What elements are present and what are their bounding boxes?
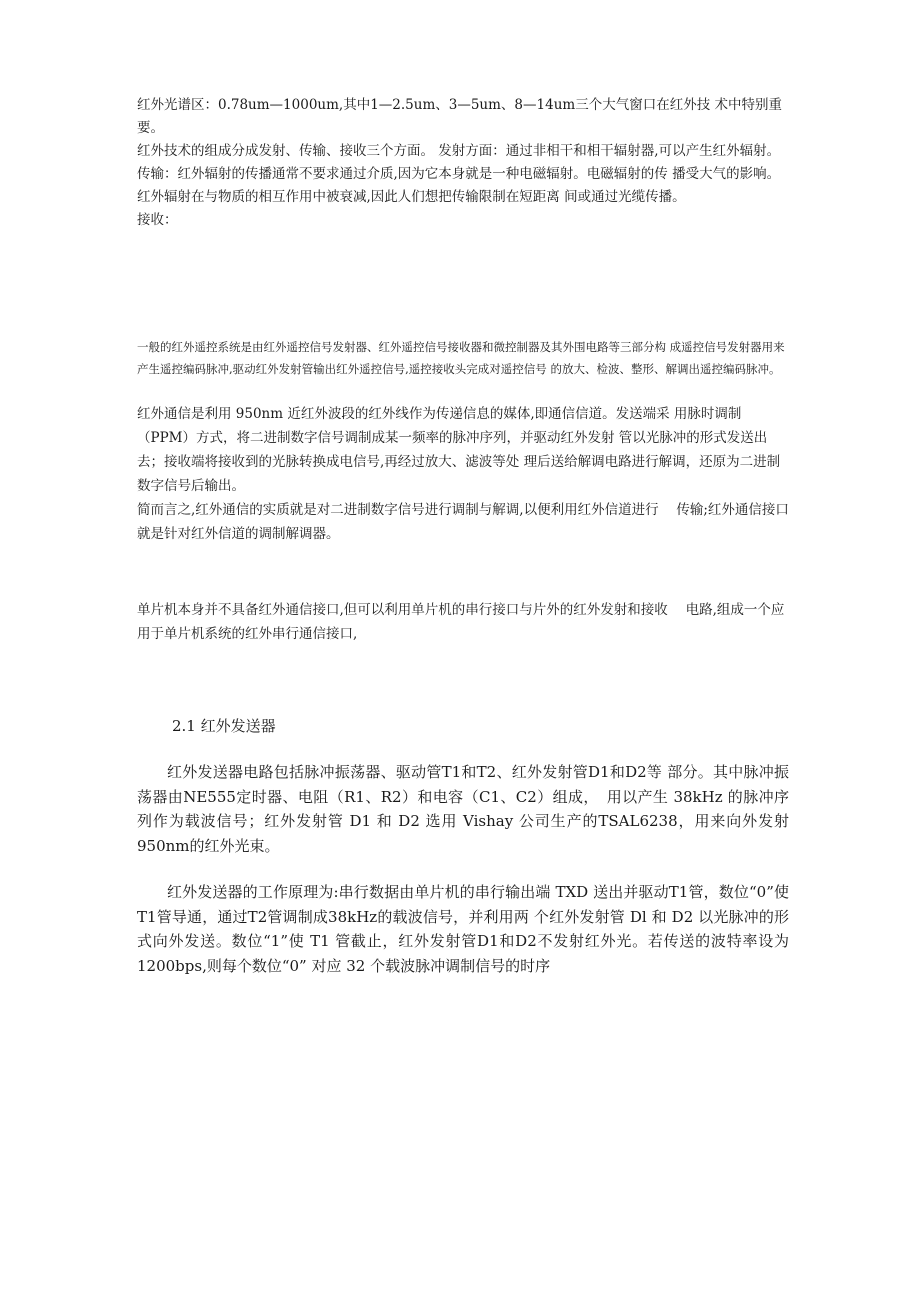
transmitter-paragraph-1: 红外发送器电路包括脉冲振荡器、驱动管T1和T2、红外发射管D1和D2等 部分。其中脉冲振荡器由NE555定时器、电阻（R1、R2）和电容（C1、C2）组成， 用以产生 38kHz 的脉冲序列作为载波信号；红外发射管 D1 和 D2 选用 Vishay 公司生产的TSAL6238，用来向外发射950nm的红外光束。 [137, 763, 789, 855]
transmission-paragraph: 传输：红外辐射的传播通常不要求通过介质,因为它本身就是一种电磁辐射。电磁辐射的传 播受大气的影响。红外辐射在与物质的相互作用中被衰减,因此人们想把传输限制在短距离 间或通过光缆传播。 [137, 166, 781, 205]
receive-paragraph: 接收： [137, 212, 178, 228]
intro-section [137, 94, 789, 232]
transmitter-principle-section [137, 880, 789, 978]
mcu-section [137, 598, 789, 646]
mcu-paragraph: 单片机本身并不具备红外通信接口,但可以利用单片机的串行接口与片外的红外发射和接收 电路,组成一个应用于单片机系统的红外串行通信接口, [137, 602, 785, 642]
section-heading: 2.1 红外发送器 [172, 717, 276, 735]
remote-system-paragraph: 一般的红外遥控系统是由红外遥控信号发射器、红外遥控信号接收器和微控制器及其外围电路等三部分构 成遥控信号发射器用来产生遥控编码脉冲,驱动红外发射管输出红外遥控信号,遥控接收头完成对遥控信号 的放大、检波、整形、解调出遥控编码脉冲。 [137, 340, 785, 376]
remote-system-section [137, 336, 789, 380]
spectrum-paragraph: 红外光谱区：0.78um—1000um,其中1—2.5um、3—5um、8—14um三个大气窗口在红外技 术中特别重要。 [137, 97, 782, 136]
comm-paragraph-2: 简而言之,红外通信的实质就是对二进制数字信号进行调制与解调,以便利用红外信道进行 传输;红外通信接口就是针对红外信道的调制解调器。 [137, 502, 789, 542]
comm-section [137, 402, 789, 546]
transmitter-paragraph-2: 红外发送器的工作原理为:串行数据由单片机的串行输出端 TXD 送出并驱动T1管，数位“0”使T1管导通，通过T2管调制成38kHz的载波信号，并利用两 个红外发射管 Dl 和 D2 以光脉冲的形式向外发送。数位“1”使 T1 管截止，红外发射管D1和D2不发射红外光。若传送的波特率设为1200bps,则每个数位“0” 对应 32 个载波脉冲调制信号的时序 [137, 883, 789, 975]
composition-paragraph: 红外技术的组成分成发射、传输、接收三个方面。 发射方面：通过非相干和相干辐射器,可以产生红外辐射。 [137, 143, 781, 159]
comm-paragraph-1: 红外通信是利用 950nm 近红外波段的红外线作为传递信息的媒体,即通信信道。发送端采 用脉时调制（PPM）方式，将二进制数字信号调制成某一频率的脉冲序列，并驱动红外发射 管以光脉冲的形式发送出去；接收端将接收到的光脉转换成电信号,再经过放大、滤波等处 理后送给解调电路进行解调，还原为二进制数字信号后输出。 [137, 406, 781, 494]
transmitter-section [137, 760, 789, 858]
